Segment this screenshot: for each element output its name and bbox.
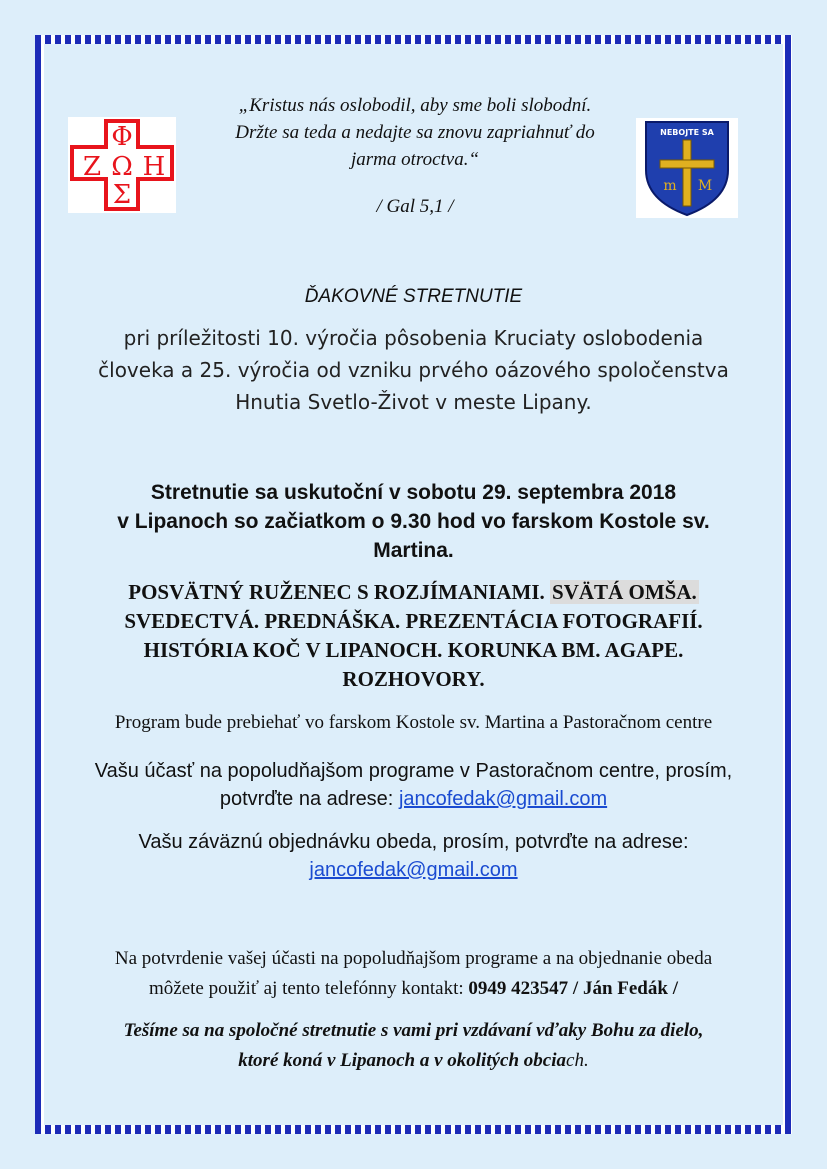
closing-line-end: ch.	[566, 1050, 589, 1071]
quote-line: „Kristus nás oslobodil, aby sme boli slobodní.	[238, 95, 592, 116]
closing-line-main: ktoré koná v Lipanoch a v okolitých obcia	[238, 1050, 567, 1071]
afternoon-line: Vašu účasť na popoludňajšom programe v Pastoračnom centre, prosím,	[94, 760, 733, 782]
program-line	[50, 578, 777, 607]
venue-text: Program bude prebiehať vo farskom Kostole sv. Martina a Pastoračnom centre	[114, 712, 713, 733]
phi-letter: Φ	[111, 122, 133, 152]
phone-line: Na potvrdenie vašej účasti na popoludňajšom programe a na objednanie obeda	[114, 948, 713, 969]
lunch-confirmation	[40, 828, 787, 884]
eta-letter: Η	[142, 152, 166, 182]
phone-prefix: môžete použiť aj tento telefónny kontakt:	[149, 978, 464, 999]
program-line: HISTÓRIA KOČ V LIPANOCH. KORUNKA BM. AGAPE.	[143, 638, 684, 662]
program-line: ROZHOVORY.	[342, 667, 485, 691]
omega-letter: Ω	[111, 152, 133, 182]
closing-text	[40, 1016, 787, 1076]
program-line: SVEDECTVÁ. PREDNÁŠKA. PREZENTÁCIA FOTOGRAFIÍ.	[124, 609, 703, 633]
event-date-place	[40, 478, 787, 565]
quote-reference: / Gal 5,1 /	[376, 196, 454, 217]
phone-number: 0949 423547 / Ján Fedák /	[468, 978, 678, 999]
occasion-line: Hnutia Svetlo-Život v meste Lipany.	[235, 390, 592, 414]
when-line: Martina.	[373, 539, 454, 562]
afternoon-line	[40, 785, 787, 813]
phone-line	[40, 974, 787, 1004]
program-mass: SVÄTÁ OMŠA.	[552, 580, 697, 604]
program-list	[50, 578, 777, 694]
when-line: v Lipanoch so začiatkom o 9.30 hod vo farskom Kostole sv.	[117, 510, 710, 533]
zoe-logo	[68, 117, 176, 213]
event-title: ĎAKOVNÉ STRETNUTIE	[304, 286, 523, 307]
quote-line: jarma otroctva.“	[350, 149, 480, 170]
lunch-line	[40, 856, 787, 884]
closing-line	[40, 1046, 787, 1076]
shield-letter-m: m	[663, 178, 677, 194]
phone-contact	[40, 944, 787, 1004]
closing-line: Tešíme sa na spoločné stretnutie s vami pri vzdávaní vďaky Bohu za dielo,	[123, 1020, 704, 1041]
afternoon-prefix: potvrďte na adrese:	[219, 788, 394, 810]
program-rosary: POSVÄTNÝ RUŽENEC S ROZJÍMANIAMI.	[128, 580, 545, 604]
nebojte-sa-logo	[636, 118, 738, 218]
lunch-email-link[interactable]: jancofedak@gmail.com	[309, 859, 518, 881]
occasion-text	[40, 322, 787, 418]
when-line: Stretnutie sa uskutoční v sobotu 29. septembra 2018	[150, 481, 677, 504]
cross-logo-icon	[68, 117, 176, 213]
shield-motto: NEBOJTE SA	[660, 128, 714, 137]
sigma-letter: Σ	[112, 180, 132, 210]
zeta-letter: Ζ	[82, 152, 102, 182]
bible-quote	[180, 92, 650, 173]
afternoon-email-link[interactable]: jancofedak@gmail.com	[398, 788, 608, 810]
lunch-line: Vašu záväznú objednávku obeda, prosím, potvrďte na adrese:	[138, 831, 689, 853]
afternoon-confirmation	[40, 757, 787, 813]
shield-letter-M: M	[697, 178, 713, 194]
quote-line: Držte sa teda a nedajte sa znovu zapriahnuť do	[235, 122, 595, 143]
shield-icon	[636, 118, 738, 218]
occasion-line: pri príležitosti 10. výročia pôsobenia Kruciaty oslobodenia	[123, 326, 704, 350]
occasion-line: človeka a 25. výročia od vzniku prvého oázového spoločenstva	[98, 358, 729, 382]
